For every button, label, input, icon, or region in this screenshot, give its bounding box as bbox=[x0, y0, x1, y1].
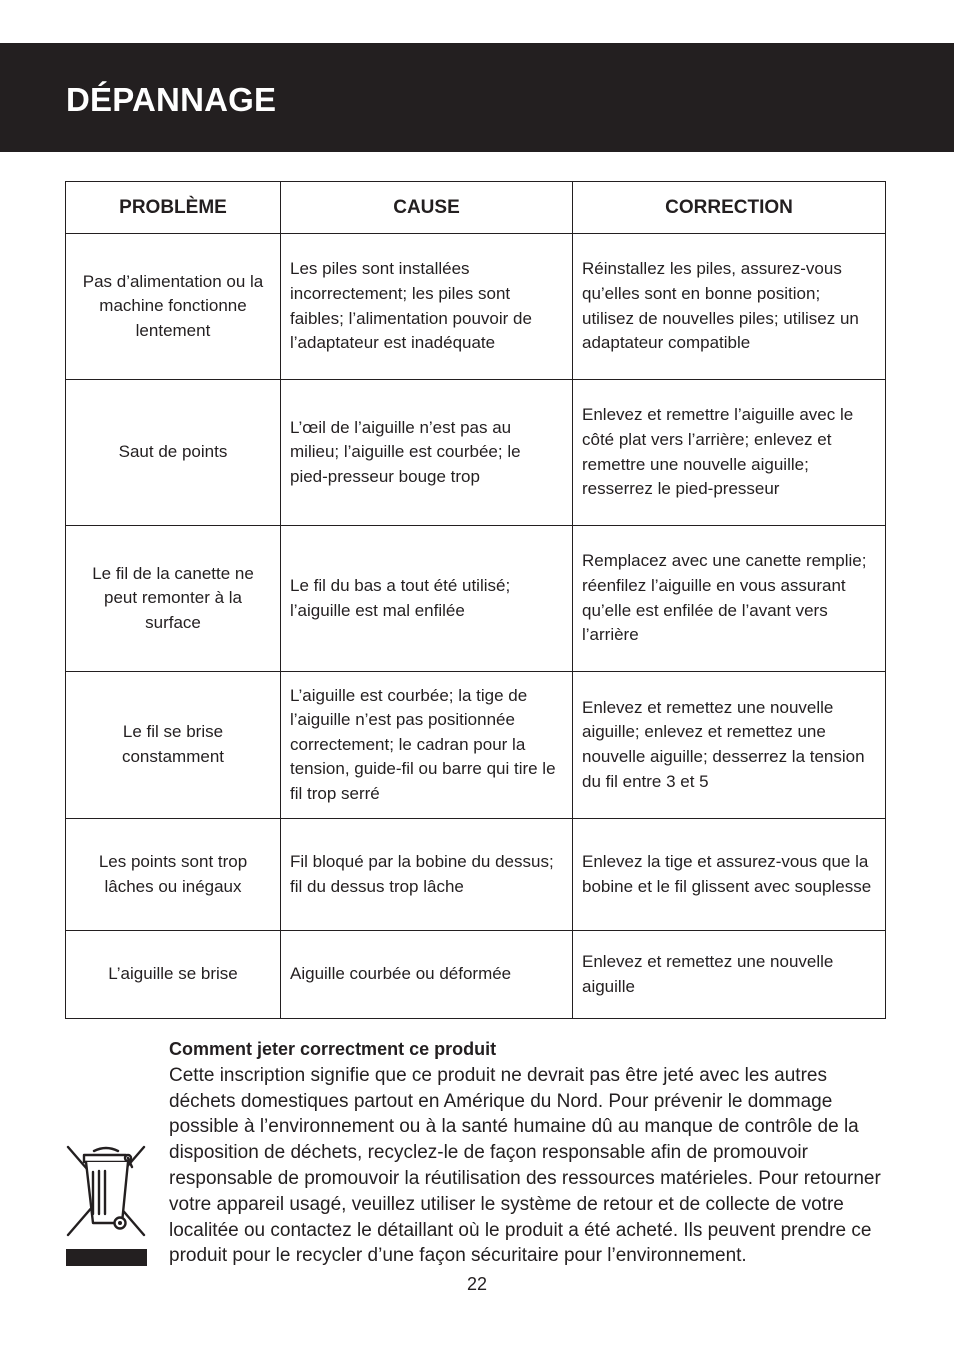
page-number: 22 bbox=[466, 1274, 488, 1294]
problem-cell: Le fil de la canette ne peut remonter à la surface bbox=[66, 526, 281, 672]
column-header-problem: PROBLÈME bbox=[66, 182, 281, 234]
table-row bbox=[66, 819, 886, 931]
correction-cell: Enlevez et remettre l’aiguille avec le côté plat vers l’arrière; enlevez et remettre une nouvelle aiguille; resserrez le pied-presseur bbox=[573, 380, 886, 526]
table-row bbox=[66, 380, 886, 526]
cause-cell: Aiguille courbée ou déformée bbox=[281, 931, 573, 1019]
disposal-title: Comment jeter correctment ce produit bbox=[169, 1039, 497, 1059]
cause-cell: L’aiguille est courbée; la tige de l’aiguille n’est pas positionnée correctement; le cadran pour la tension, guide-fil ou barre qui tire le fil trop serré bbox=[281, 672, 573, 819]
problem-cell: Saut de points bbox=[66, 380, 281, 526]
correction-cell: Remplacez avec une canette remplie; réenfilez l’aiguille en vous assurant qu’elle est enfilée de l’avant vers l’arrière bbox=[573, 526, 886, 672]
cause-cell: Fil bloqué par la bobine du dessus; fil du dessus trop lâche bbox=[281, 819, 573, 931]
crossed-out-wheelie-bin-icon bbox=[66, 1143, 147, 1267]
disposal-body: Cette inscription signifie que ce produit ne devrait pas être jeté avec les autres déchets domestiques partout en Amérique du Nord. Pour prévenir le dommage possible à l’environnement ou à la santé humaine dû au manque de contrôle de la disposition de déchets, recyclez-le de façon responsable afin de promouvoir responsable de promouvoir la réutilisation des ressources matérieles. Pour retourner votre appareil usagé, veuillez utiliser le système de retour et de collecte de votre localitée ou contactez le détaillant où le produit a été acheté. Ils peuvent prendre ce produit pour le recycler d’une façon sécuritaire pour l’environnement. bbox=[169, 1064, 881, 1267]
table-row bbox=[66, 931, 886, 1019]
problem-cell: Les points sont trop lâches ou inégaux bbox=[66, 819, 281, 931]
cause-cell: Le fil du bas a tout été utilisé; l’aiguille est mal enfilée bbox=[281, 526, 573, 672]
correction-cell: Enlevez la tige et assurez-vous que la bobine et le fil glissent avec souplesse bbox=[573, 819, 886, 931]
page-title: DÉPANNAGE bbox=[66, 81, 277, 118]
correction-cell: Enlevez et remettez une nouvelle aiguille bbox=[573, 931, 886, 1019]
table-row bbox=[66, 234, 886, 380]
table-row bbox=[66, 526, 886, 672]
correction-cell: Réinstallez les piles, assurez-vous qu’elles sont en bonne position; utilisez de nouvelles piles; utilisez un adaptateur compatible bbox=[573, 234, 886, 380]
problem-cell: L’aiguille se brise bbox=[66, 931, 281, 1019]
problem-cell: Le fil se brise constamment bbox=[66, 672, 281, 819]
cause-cell: Les piles sont installées incorrectement; les piles sont faibles; l’alimentation pouvoir de l’adaptateur est inadéquate bbox=[281, 234, 573, 380]
cause-cell: L’œil de l’aiguille n’est pas au milieu; l’aiguille est courbée; le pied-presseur bouge trop bbox=[281, 380, 573, 526]
troubleshooting-table bbox=[65, 181, 886, 1019]
column-header-correction: CORRECTION bbox=[573, 182, 886, 234]
correction-cell: Enlevez et remettez une nouvelle aiguille; enlevez et remettez une nouvelle aiguille; desserrez la tension du fil entre 3 et 5 bbox=[573, 672, 886, 819]
problem-cell: Pas d’alimentation ou la machine fonctionne lentement bbox=[66, 234, 281, 380]
table-header-row bbox=[66, 182, 886, 234]
table-row bbox=[66, 672, 886, 819]
column-header-cause: CAUSE bbox=[281, 182, 573, 234]
disposal-notice bbox=[169, 1037, 889, 1269]
